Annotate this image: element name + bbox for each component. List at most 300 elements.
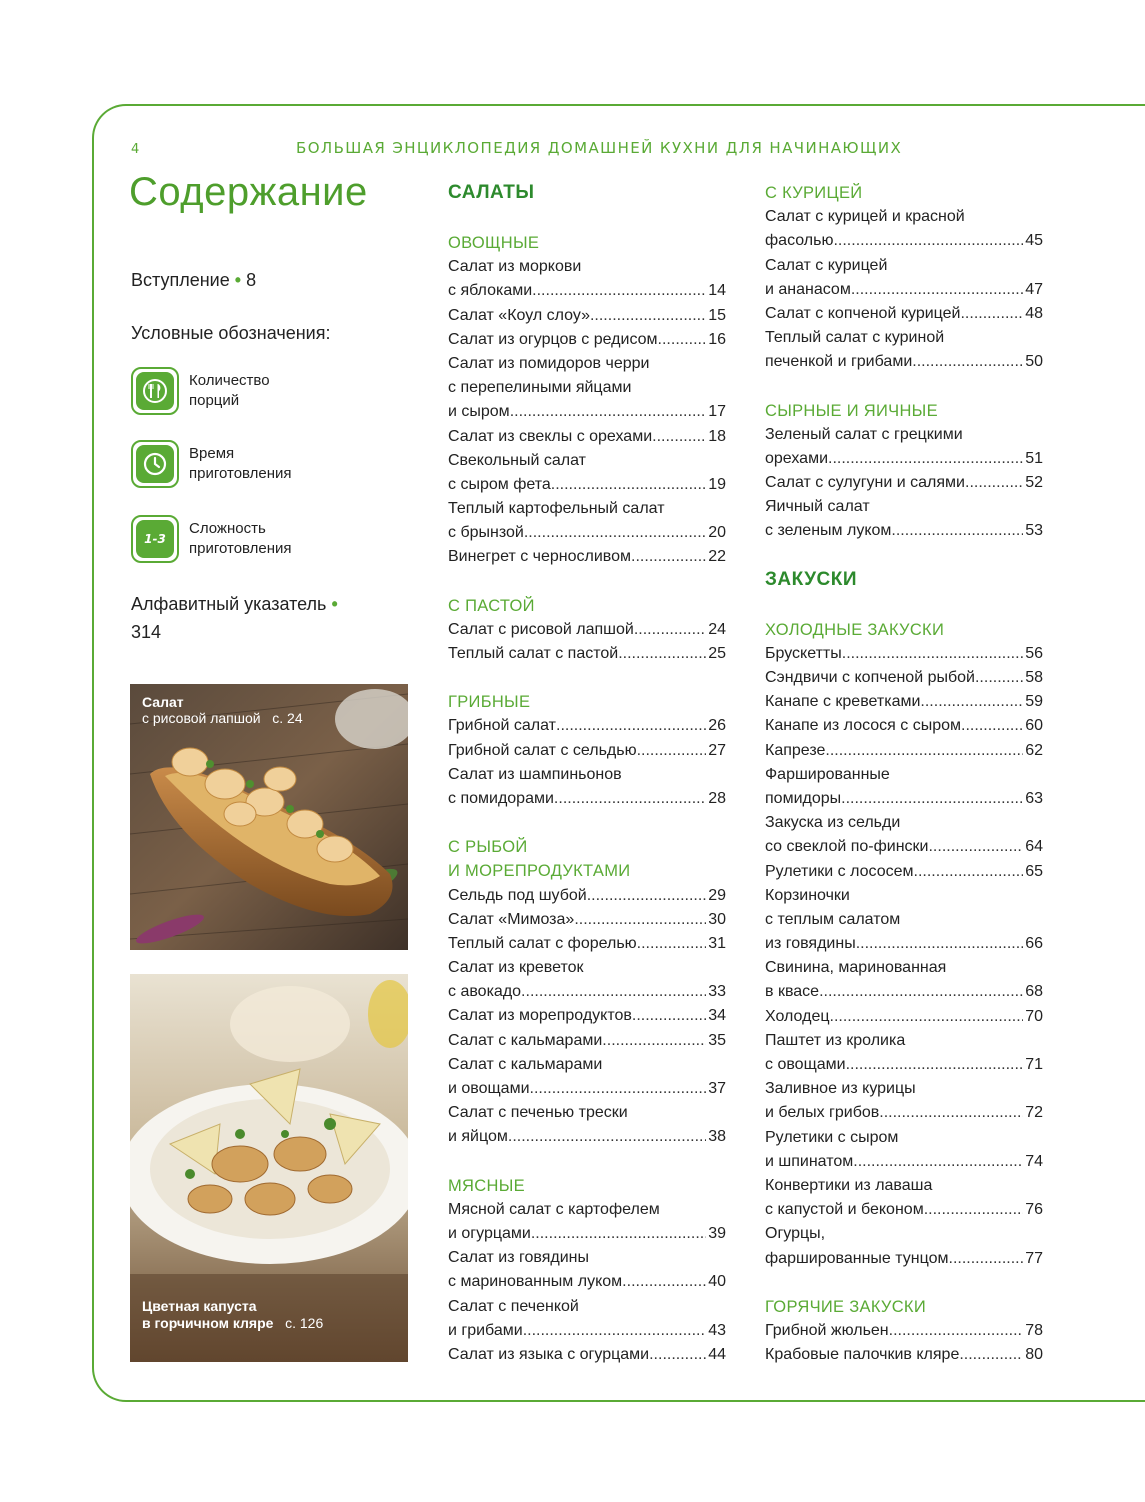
toc-entry[interactable]: [448, 1004, 726, 1028]
toc-leader-dots: [819, 980, 1023, 1004]
legend-time: [131, 440, 292, 488]
toc-entry[interactable]: [448, 714, 726, 738]
toc-entry[interactable]: [765, 932, 1043, 956]
toc-leader-dots: [889, 1319, 1024, 1343]
toc-entry-page: 44: [708, 1345, 726, 1363]
toc-entry-page: 40: [708, 1273, 726, 1291]
toc-entry[interactable]: [765, 787, 1043, 811]
toc-entry[interactable]: [765, 1343, 1043, 1367]
toc-leader-dots: [652, 425, 706, 449]
toc-entry-text: Холодец: [765, 1007, 830, 1025]
toc-entry-text: с овощами: [765, 1056, 846, 1073]
toc-entry-page: 45: [1025, 232, 1043, 250]
toc-entry-page: 60: [1025, 717, 1043, 735]
toc-leader-dots: [556, 714, 706, 738]
toc-entry-text: с маринованным луком: [448, 1273, 623, 1291]
photo-rice-noodle-salad: [130, 684, 408, 950]
toc-entry-text: Салат с печенкой: [448, 1297, 579, 1315]
toc-entry[interactable]: [448, 1319, 726, 1343]
toc-entry[interactable]: [765, 835, 1043, 859]
intro-page: 8: [246, 270, 257, 290]
toc-entry-page: 68: [1025, 983, 1043, 1001]
toc-entry[interactable]: [448, 980, 726, 1004]
photo1-caption-bold: Салат: [142, 694, 184, 710]
toc-entry-text: Салат из помидоров черри: [448, 354, 650, 372]
toc-entry-text: Канапе с креветками: [765, 693, 921, 711]
toc-entry-page: 48: [1025, 304, 1043, 322]
toc-entry-continued: [448, 1053, 726, 1077]
fork-knife-icon: [131, 367, 179, 415]
toc-entry-text: с брынзой: [448, 524, 524, 542]
book-title: БОЛЬШАЯ ЭНЦИКЛОПЕДИЯ ДОМАШНЕЙ КУХНИ ДЛЯ НАЧИНАЮЩИХ: [296, 139, 903, 157]
toc-entry-page: 39: [708, 1224, 726, 1242]
toc-entry-text: с авокадо: [448, 983, 522, 1001]
toc-leader-dots: [959, 1343, 1023, 1367]
toc-entry[interactable]: [765, 860, 1043, 884]
toc-entry-text: и ананасом: [765, 280, 851, 298]
toc-entry-page: 71: [1025, 1056, 1043, 1073]
contents-title: Содержание: [129, 170, 368, 214]
toc-entry-page: 35: [708, 1031, 726, 1049]
toc-entry-text: Рулетики с лососем: [765, 862, 914, 880]
toc-entry-page: 51: [1025, 449, 1043, 467]
toc-leader-dots: [530, 1077, 707, 1101]
toc-entry-page: 22: [708, 548, 726, 566]
toc-entry-text: Корзиночки: [765, 886, 850, 904]
intro-label: Вступление: [131, 270, 230, 290]
toc-entry-text: Салат из языка с огурцами: [448, 1345, 650, 1363]
toc-entry-text: с сыром фета: [448, 475, 551, 493]
toc-entry-text: орехами: [765, 449, 828, 467]
toc-entry-text: Мясной салат с картофелем: [448, 1200, 660, 1218]
toc-entry-text: Сэндвичи с копченой рыбой: [765, 669, 975, 686]
toc-column-chicken-snacks: [765, 181, 1043, 1367]
legend-title: Условные обозначения:: [131, 323, 331, 343]
legend-time-line2: приготовления: [189, 465, 292, 482]
toc-entry[interactable]: [765, 471, 1043, 495]
toc-entry[interactable]: [448, 908, 726, 932]
toc-entry-page: 30: [708, 910, 726, 928]
toc-entry-text: с теплым салатом: [765, 910, 901, 928]
toc-leader-dots: [622, 1270, 706, 1294]
toc-entry-continued: [448, 449, 726, 473]
toc-entry-page: 72: [1025, 1104, 1043, 1122]
toc-entry[interactable]: [765, 447, 1043, 471]
toc-entry-text: Крабовые палочкив кляре: [765, 1346, 960, 1364]
toc-entry-continued: [765, 1174, 1043, 1198]
toc-entry-text: с капустой и беконом: [765, 1201, 924, 1219]
toc-entry-continued: [448, 1198, 726, 1222]
toc-entry-page: 24: [708, 620, 726, 638]
toc-entry-text: Заливное из курицы: [765, 1080, 916, 1098]
intro-entry[interactable]: [131, 270, 256, 291]
toc-entry[interactable]: [448, 279, 726, 303]
toc-leader-dots: [830, 1005, 1024, 1029]
toc-entry-page: 33: [708, 983, 726, 1001]
toc-entry-text: Сельдь под шубой: [448, 886, 587, 904]
toc-entry-page: 19: [708, 475, 726, 493]
toc-entry-continued: [765, 884, 1043, 908]
toc-entry-continued: [765, 254, 1043, 278]
toc-leader-dots: [632, 1004, 706, 1028]
toc-entry-page: 15: [708, 306, 726, 324]
toc-entry-continued: [448, 956, 726, 980]
toc-entry-text: Салат с кальмарами: [448, 1055, 603, 1073]
toc-leader-dots: [637, 739, 707, 763]
toc-entry[interactable]: [765, 714, 1043, 738]
legend-servings-line2: порций: [189, 392, 240, 409]
index-entry[interactable]: [131, 590, 338, 646]
toc-entry-page: 14: [708, 282, 726, 300]
toc-entry-text: Теплый салат с куриной: [765, 329, 945, 347]
toc-entry[interactable]: [765, 1150, 1043, 1174]
toc-entry-text: Винегрет с черносливом: [448, 548, 632, 566]
toc-entry[interactable]: [448, 1077, 726, 1101]
photo1-caption-line2: с рисовой лапшой: [142, 710, 261, 726]
toc-entry-continued: [448, 497, 726, 521]
toc-leader-dots: [949, 1247, 1024, 1271]
toc-entry[interactable]: [448, 1343, 726, 1367]
toc-entry[interactable]: [765, 980, 1043, 1004]
toc-leader-dots: [856, 932, 1024, 956]
toc-leader-dots: [975, 666, 1023, 690]
toc-entry-text: Салат с кальмарами: [448, 1031, 603, 1049]
toc-section-title: САЛАТЫ: [448, 182, 535, 203]
spacer: [448, 1150, 726, 1174]
toc-entry[interactable]: [765, 1101, 1043, 1125]
toc-entry-page: 25: [708, 645, 726, 662]
toc-entry-text: Салат с курицей и красной: [765, 208, 965, 226]
toc-entry-page: 52: [1025, 474, 1043, 492]
toc-leader-dots: [658, 328, 707, 352]
toc-leader-dots: [649, 1343, 706, 1367]
toc-entry-page: 18: [708, 427, 726, 445]
toc-subsection-title: И МОРЕПРОДУКТАМИ: [448, 862, 631, 881]
spacer: [448, 666, 726, 690]
photo1-caption-page: с. 24: [272, 710, 303, 726]
toc-entry-text: и яйцом: [448, 1128, 508, 1146]
toc-section-title: ЗАКУСКИ: [765, 568, 857, 590]
toc-entry-page: 43: [708, 1321, 726, 1339]
toc-entry-text: Свекольный салат: [448, 451, 586, 469]
toc-entry-text: печенкой и грибами: [765, 353, 913, 371]
bullet-dot: •: [331, 594, 338, 614]
toc-entry-text: Зеленый салат с грецкими: [765, 425, 963, 443]
toc-entry[interactable]: [765, 666, 1043, 690]
toc-leader-dots: [853, 1150, 1023, 1174]
toc-entry[interactable]: [765, 642, 1043, 666]
legend-difficulty: [131, 515, 292, 563]
toc-entry[interactable]: [765, 350, 1043, 374]
toc-entry-page: 47: [1025, 280, 1043, 298]
index-page: 314: [131, 622, 162, 642]
toc-entry[interactable]: [448, 400, 726, 424]
toc-entry-text: и белых грибов: [765, 1104, 880, 1122]
toc-subsection-title: С КУРИЦЕЙ: [765, 184, 863, 202]
toc-entry-text: Салат «Мимоза»: [448, 910, 575, 928]
toc-entry-page: 20: [708, 524, 726, 542]
toc-entry-page: 66: [1025, 935, 1043, 953]
toc-entry-continued: [765, 956, 1043, 980]
toc-entry[interactable]: [448, 473, 726, 497]
toc-entry-text: Брускетты: [765, 644, 842, 662]
toc-leader-dots: [602, 1029, 706, 1053]
toc-entry-text: Свинина, маринованная: [765, 959, 947, 977]
toc-entry-continued: [765, 908, 1043, 932]
difficulty-icon: [131, 515, 179, 563]
toc-leader-dots: [912, 350, 1023, 374]
toc-leader-dots: [846, 1053, 1024, 1077]
toc-leader-dots: [554, 787, 706, 811]
toc-entry-page: 53: [1025, 522, 1043, 540]
toc-entry-page: 56: [1025, 644, 1043, 662]
toc-leader-dots: [574, 908, 706, 932]
toc-entry-text: с перепелиными яйцами: [448, 379, 632, 397]
toc-entry[interactable]: [765, 1319, 1043, 1343]
toc-entry-text: Конвертики из лаваша: [765, 1176, 933, 1194]
toc-subsection-title: МЯСНЫЕ: [448, 1176, 525, 1195]
toc-entry-page: 70: [1025, 1007, 1043, 1025]
spacer: [448, 570, 726, 594]
toc-entry[interactable]: [765, 229, 1043, 253]
toc-entry-continued: [765, 811, 1043, 835]
toc-leader-dots: [879, 1101, 1023, 1125]
toc-entry-text: Теплый картофельный салат: [448, 500, 665, 518]
toc-entry-page: 59: [1025, 693, 1043, 711]
toc-entry-text: Огурцы,: [765, 1225, 826, 1243]
toc-entry-text: фасолью: [765, 232, 834, 250]
toc-entry[interactable]: [448, 1222, 726, 1246]
toc-entry-text: в квасе: [765, 983, 820, 1001]
toc-entry-text: Салат из шампиньонов: [448, 765, 622, 783]
toc-entry-text: со свеклой по-фински: [765, 838, 929, 856]
toc-leader-dots: [587, 884, 706, 908]
toc-entry-text: Канапе из лосося с сыром: [765, 717, 962, 735]
toc-entry-continued: [448, 1246, 726, 1270]
toc-entry[interactable]: [448, 545, 726, 569]
spacer: [765, 544, 1043, 568]
legend-time-line1: Время: [189, 445, 235, 462]
toc-entry[interactable]: [448, 304, 726, 328]
toc-entry-continued: [448, 376, 726, 400]
toc-entry-page: 50: [1025, 353, 1043, 371]
spacer: [448, 811, 726, 835]
toc-subsection-title: СЫРНЫЕ И ЯИЧНЫЕ: [765, 401, 938, 420]
toc-subsection-title: ГРИБНЫЕ: [448, 693, 531, 712]
toc-entry[interactable]: [448, 521, 726, 545]
toc-entry-text: и огурцами: [448, 1224, 531, 1242]
toc-entry-continued: [765, 326, 1043, 350]
toc-entry[interactable]: [448, 739, 726, 763]
spacer: [448, 205, 726, 231]
toc-leader-dots: [524, 521, 706, 545]
toc-entry-text: Салат из моркови: [448, 258, 582, 276]
toc-entry[interactable]: [765, 302, 1043, 326]
toc-entry[interactable]: [765, 1247, 1043, 1271]
toc-entry-page: 64: [1025, 838, 1043, 856]
toc-entry-page: 29: [708, 886, 726, 904]
toc-entry-page: 62: [1025, 741, 1043, 759]
photo1-caption: [142, 694, 303, 726]
spacer: [765, 375, 1043, 399]
toc-entry-text: Теплый салат с пастой: [448, 645, 619, 662]
toc-entry-continued: [765, 423, 1043, 447]
toc-leader-dots: [531, 1222, 706, 1246]
toc-entry-continued: [765, 495, 1043, 519]
toc-entry-page: 16: [708, 330, 726, 348]
toc-entry-text: Салат из огурцов с редисом: [448, 330, 658, 348]
toc-leader-dots: [851, 278, 1023, 302]
toc-entry[interactable]: [765, 1005, 1043, 1029]
toc-entry-text: Салат с печенью трески: [448, 1104, 628, 1122]
toc-leader-dots: [521, 980, 706, 1004]
toc-entry[interactable]: [448, 884, 726, 908]
toc-entry-text: Салат с рисовой лапшой: [448, 620, 634, 638]
toc-leader-dots: [551, 473, 706, 497]
toc-entry-text: и грибами: [448, 1321, 523, 1339]
difficulty-icon-text: 1-3: [144, 532, 166, 546]
toc-entry-page: 31: [708, 934, 726, 952]
toc-entry-continued: [448, 255, 726, 279]
toc-leader-dots: [532, 279, 706, 303]
toc-entry-page: 37: [708, 1080, 726, 1097]
toc-entry[interactable]: [448, 425, 726, 449]
toc-entry-continued: [448, 1101, 726, 1125]
toc-entry-page: 34: [708, 1007, 726, 1025]
toc-entry[interactable]: [448, 1270, 726, 1294]
toc-entry[interactable]: [448, 932, 726, 956]
toc-entry-page: 65: [1025, 862, 1043, 880]
toc-leader-dots: [637, 932, 707, 956]
toc-entry-page: 78: [1025, 1321, 1043, 1339]
toc-entry-text: Салат из морепродуктов: [448, 1007, 632, 1025]
toc-leader-dots: [841, 787, 1023, 811]
photo2-caption-page: с. 126: [285, 1315, 324, 1331]
toc-leader-dots: [891, 519, 1023, 543]
index-label: Алфавитный указатель: [131, 594, 327, 614]
toc-entry[interactable]: [765, 1053, 1043, 1077]
toc-entry-text: с помидорами: [448, 789, 554, 807]
toc-leader-dots: [928, 835, 1023, 859]
toc-entry[interactable]: [448, 1125, 726, 1149]
toc-entry-text: из говядины: [765, 935, 856, 953]
toc-entry-continued: [765, 1029, 1043, 1053]
toc-entry[interactable]: [448, 787, 726, 811]
toc-entry-continued: [765, 1126, 1043, 1150]
toc-column-salads: [448, 181, 726, 1367]
toc-entry[interactable]: [448, 1029, 726, 1053]
toc-entry-text: Паштет из кролика: [765, 1031, 906, 1049]
toc-entry-page: 27: [708, 741, 726, 759]
toc-leader-dots: [590, 304, 706, 328]
legend-difficulty-line2: приготовления: [189, 540, 292, 557]
page-number: 4: [131, 142, 140, 157]
toc-entry-text: Грибной жюльен: [765, 1321, 889, 1339]
toc-entry-text: с яблоками: [448, 282, 533, 300]
toc-entry-text: и сыром: [448, 403, 510, 421]
toc-leader-dots: [920, 690, 1023, 714]
toc-entry-text: Салат из креветок: [448, 959, 584, 977]
legend-servings: [131, 367, 270, 415]
toc-entry[interactable]: [765, 739, 1043, 763]
toc-leader-dots: [523, 1319, 707, 1343]
toc-entry-text: с зеленым луком: [765, 522, 892, 540]
toc-leader-dots: [828, 447, 1023, 471]
toc-entry-text: Салат с копченой курицей: [765, 304, 961, 322]
toc-entry-page: 74: [1025, 1152, 1043, 1170]
toc-entry-continued: [765, 763, 1043, 787]
toc-entry-text: Грибной салат с сельдью: [448, 741, 637, 759]
toc-leader-dots: [631, 545, 706, 569]
toc-entry-text: фаршированные тунцом: [765, 1249, 949, 1267]
toc-entry-continued: [765, 1077, 1043, 1101]
spacer: [765, 592, 1043, 618]
toc-entry-continued: [448, 352, 726, 376]
toc-leader-dots: [833, 229, 1023, 253]
toc-subsection-title: ОВОЩНЫЕ: [448, 234, 540, 252]
toc-entry[interactable]: [448, 642, 726, 666]
toc-subsection-title: С ПАСТОЙ: [448, 596, 535, 615]
toc-leader-dots: [634, 618, 706, 642]
toc-entry-continued: [765, 205, 1043, 229]
legend-servings-line1: Количество: [189, 372, 270, 389]
toc-subsection-title: ГОРЯЧИЕ ЗАКУСКИ: [765, 1297, 926, 1316]
toc-entry-page: 38: [708, 1128, 726, 1146]
toc-leader-dots: [965, 471, 1023, 495]
toc-leader-dots: [924, 1198, 1024, 1222]
toc-entry-text: Фаршированные: [765, 765, 890, 783]
toc-subsection-title: ХОЛОДНЫЕ ЗАКУСКИ: [765, 620, 945, 639]
toc-leader-dots: [961, 714, 1023, 738]
toc-entry[interactable]: [448, 328, 726, 352]
toc-entry-text: Яичный салат: [765, 498, 870, 516]
photo2-caption-bold1: Цветная капуста: [142, 1298, 257, 1314]
clock-icon: [131, 440, 179, 488]
toc-leader-dots: [960, 302, 1023, 326]
toc-leader-dots: [842, 642, 1023, 666]
toc-entry-text: Салат «Коул слоу»: [448, 306, 590, 324]
toc-entry[interactable]: [448, 618, 726, 642]
toc-entry[interactable]: [765, 1198, 1043, 1222]
toc-entry-text: Рулетики с сыром: [765, 1128, 899, 1146]
toc-entry-text: и овощами: [448, 1080, 530, 1097]
legend-difficulty-line1: Сложность: [189, 520, 266, 537]
toc-entry-text: Салат с курицей: [765, 256, 888, 274]
toc-entry[interactable]: [765, 519, 1043, 543]
toc-entry-text: Закуска из сельди: [765, 814, 901, 832]
toc-leader-dots: [825, 739, 1023, 763]
toc-entry-text: Теплый салат с форелью: [448, 934, 637, 952]
toc-leader-dots: [510, 400, 707, 424]
toc-entry-text: Грибной салат: [448, 717, 556, 735]
toc-entry-page: 80: [1025, 1346, 1043, 1364]
toc-entry-page: 63: [1025, 789, 1043, 807]
spacer: [765, 1271, 1043, 1295]
toc-entry-text: и шпинатом: [765, 1152, 854, 1170]
toc-entry-page: 26: [708, 717, 726, 735]
photo-cauliflower: [130, 974, 408, 1362]
toc-subsection-title: С РЫБОЙ: [448, 838, 528, 857]
toc-entry-text: Салат с сулугуни и салями: [765, 474, 965, 492]
bullet-dot: •: [234, 270, 242, 290]
toc-entry[interactable]: [765, 690, 1043, 714]
toc-entry-continued: [448, 763, 726, 787]
photo2-caption: [142, 1298, 323, 1332]
toc-leader-dots: [508, 1125, 706, 1149]
toc-entry[interactable]: [765, 278, 1043, 302]
toc-entry-page: 58: [1025, 669, 1043, 686]
photo2-caption-bold2: в горчичном кляре: [142, 1315, 274, 1331]
